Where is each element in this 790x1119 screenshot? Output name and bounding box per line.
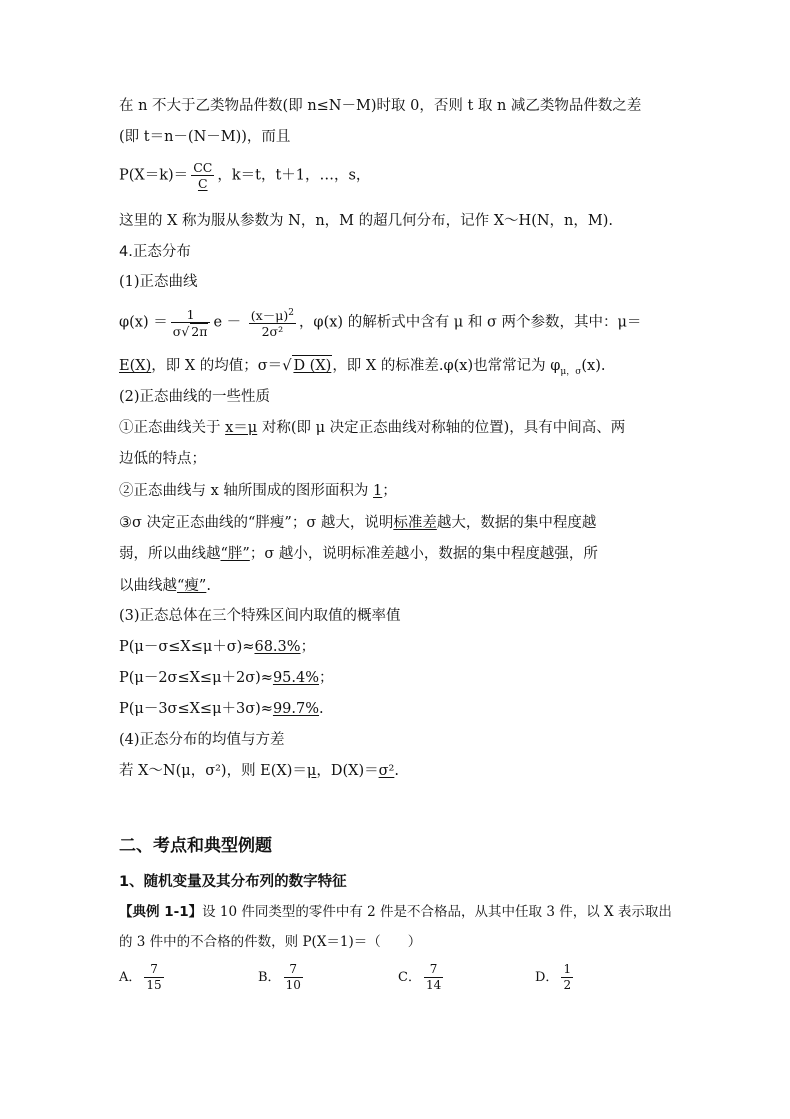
density-lhs: φ(x) ＝ (119, 314, 168, 331)
density-denominator: σ√ 2π (172, 323, 208, 339)
text-line-21: 若 X～N(μ，σ²)，则 E(X)＝μ，D(X)＝σ². (119, 763, 399, 779)
formula-fraction (191, 160, 214, 191)
text-line-14: 弱，所以曲线越“胖”；σ 越小，说明标准差越小，数据的集中程度越强，所 (119, 546, 598, 562)
option-d[interactable]: D． $\frac{1}{2}$ (535, 962, 572, 992)
density-fraction (171, 307, 211, 339)
normal-density-formula: φ(x) ＝ $\frac{1}{\sigma√ 2\pi}$ e － $\frac{(x-\mu)^2}{\text{2σ²}}$ ，φ(x) 的解析式中含有 μ 和 σ 两个参数，其中：μ＝ (119, 306, 642, 340)
text-line-15: 以曲线越“瘦”. (119, 578, 211, 594)
text-line-20: (4)正态分布的均值与方差 (119, 732, 285, 748)
formula-rhs: ，k＝t，t＋1，…，s， (217, 167, 371, 184)
text-line-1: 在 n 不大于乙类物品件数(即 n≤N－M)时取 0，否则 t 取 n 减乙类物品件数之差 (119, 98, 642, 114)
probability-1-sigma: P(μ－σ≤X≤μ＋σ)≈68.3%； (119, 639, 316, 655)
fraction-numerator: CC (193, 160, 213, 175)
text-line-6: (1)正态曲线 (119, 274, 198, 290)
heading-normal-distribution: 4.正态分布 (119, 244, 191, 260)
example-line-1: 【典例 1-1】设 10 件同类型的零件中有 2 件是不合格品，从其中任取 3 件，以 X 表示取出 (119, 904, 672, 920)
hypergeometric-formula (119, 160, 370, 191)
option-a[interactable]: A． $\frac{7}{15}$ (119, 962, 162, 992)
density-rhs: ，φ(x) 的解析式中含有 μ 和 σ 两个参数，其中：μ＝ (298, 314, 642, 331)
section-title: 二、考点和典型例题 (119, 836, 272, 856)
text-line-10: ①正态曲线关于 x＝μ 对称(即 μ 决定正态曲线对称轴的位置)，具有中间高、两 (119, 420, 626, 436)
exp-base: e (213, 314, 223, 331)
probability-2-sigma: P(μ－2σ≤X≤μ＋2σ)≈95.4%； (119, 670, 334, 686)
example-tag: 【典例 1-1】 (119, 904, 203, 920)
exponent-fraction: $\frac{(x-\mu)^2}{\text{2σ²}}$ (250, 308, 294, 340)
text-line-11: 边低的特点； (119, 451, 206, 467)
fraction-denominator: C (197, 176, 208, 191)
text-line-16: (3)正态总体在三个特殊区间内取值的概率值 (119, 608, 401, 624)
option-c[interactable]: C． $\frac{7}{14}$ (398, 962, 442, 992)
density-numerator: 1 (171, 307, 211, 323)
sqrt-sign: √ (181, 323, 190, 339)
text-line-13: ③σ 决定正态曲线的“胖瘦”；σ 越大，说明标准差越大，数据的集中程度越 (119, 515, 597, 531)
text-line-9: (2)正态曲线的一些性质 (119, 389, 271, 405)
subsection-title: 1、随机变量及其分布列的数字特征 (119, 874, 347, 890)
example-line-2: 的 3 件中的不合格的件数，则 P(X＝1)＝（ ） (119, 934, 422, 950)
probability-3-sigma: P(μ－3σ≤X≤μ＋3σ)≈99.7%. (119, 701, 324, 717)
text-line-8: E(X)，即 X 的均值；σ＝√ D (X)，即 X 的标准差.φ(x)也常常记为 $\varphi_{\mu,\sigma}(x)$. (119, 355, 605, 382)
formula-lhs: P(X＝k)＝ (119, 167, 189, 184)
text-line-2: (即 t＝n－(N－M))，而且 (119, 129, 291, 145)
text-line-12: ②正态曲线与 x 轴所围成的图形面积为 1； (119, 483, 397, 499)
text-line-4: 这里的 X 称为服从参数为 N，n，M 的超几何分布，记作 X～H(N，n，M). (119, 213, 614, 229)
option-b[interactable]: B． $\frac{7}{10}$ (258, 962, 301, 992)
sqrt-sign: √ (282, 358, 292, 374)
